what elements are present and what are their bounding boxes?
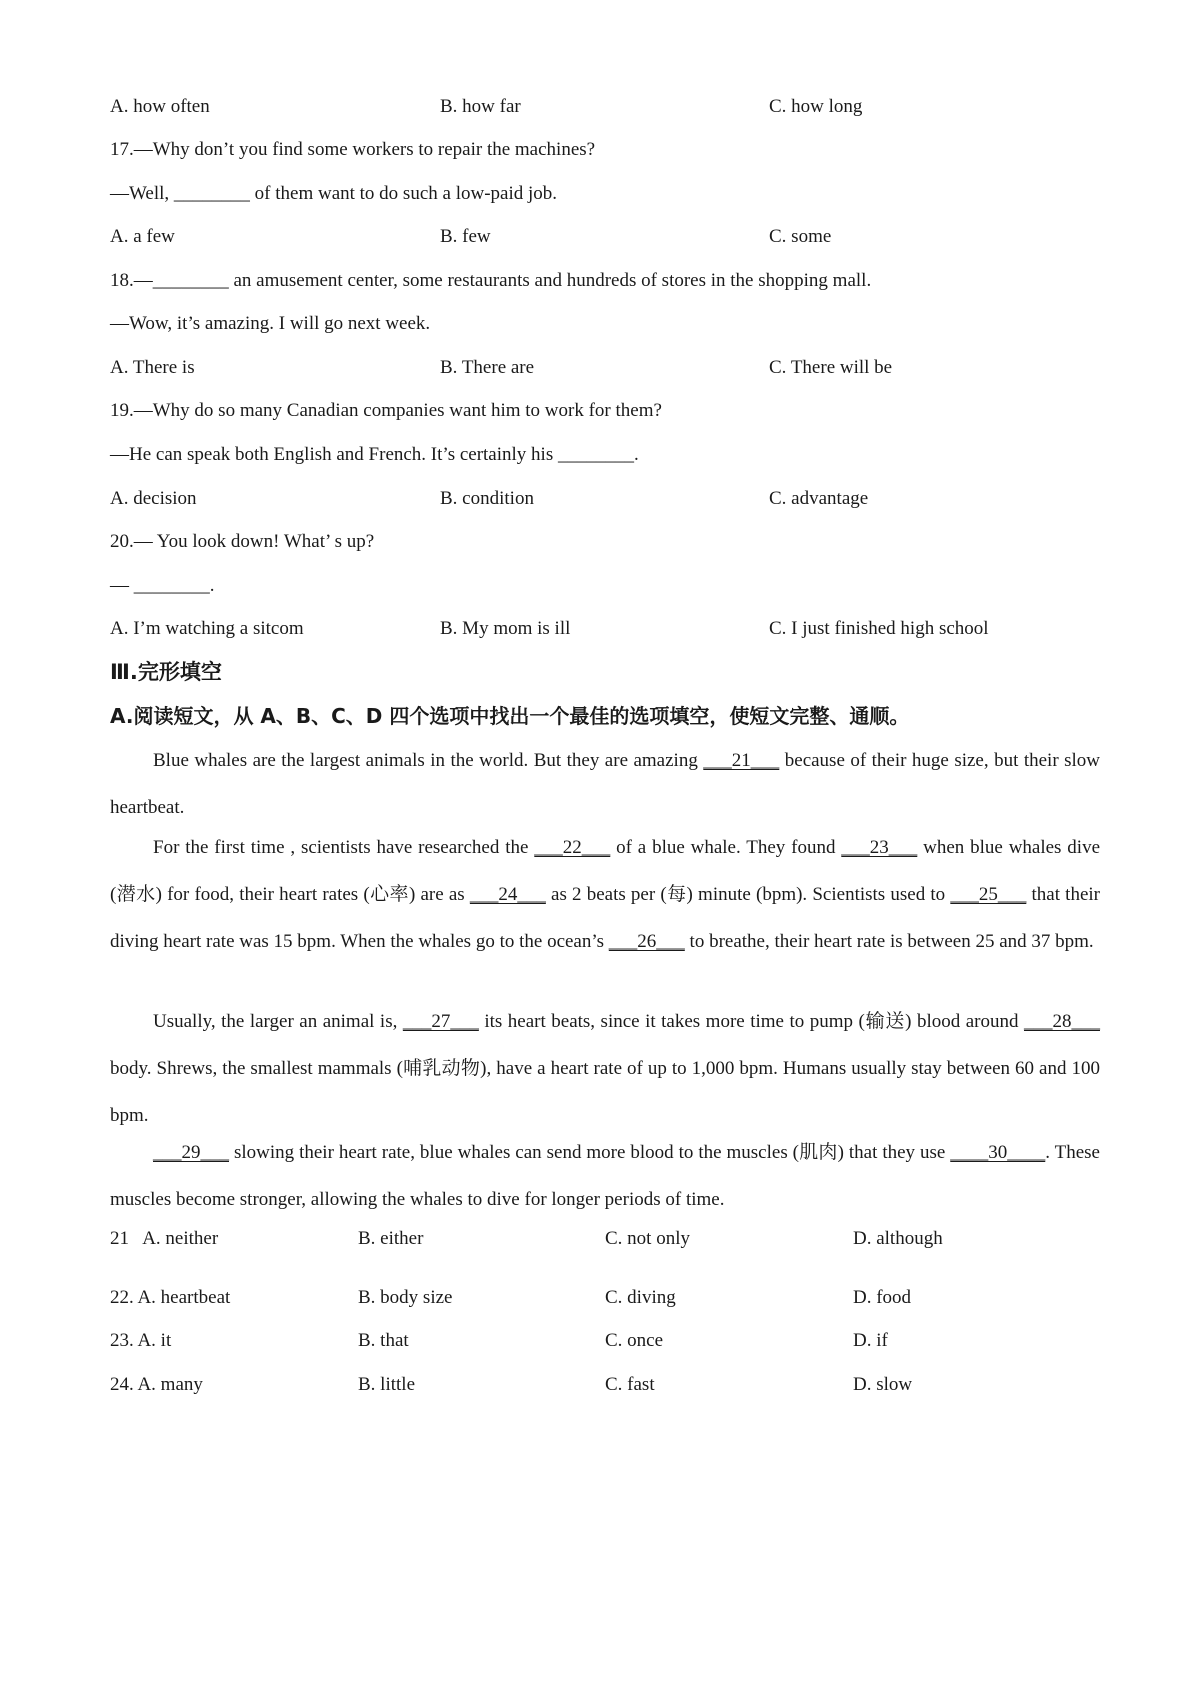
p1-text-1: Blue whales are the largest animals in the world. But they are amazing bbox=[153, 750, 704, 771]
q16-option-b: B. how far bbox=[440, 96, 521, 117]
choice-row-24 bbox=[110, 1370, 1100, 1400]
choice-21-b: B. either bbox=[358, 1228, 424, 1249]
q19-question: 19.—Why do so many Canadian companies want him to work for them? bbox=[110, 400, 662, 421]
passage-paragraph-2 bbox=[110, 824, 1100, 965]
choice-24-c: C. fast bbox=[605, 1374, 655, 1395]
choice-24-b: B. little bbox=[358, 1374, 415, 1395]
q20-options bbox=[110, 614, 1100, 644]
section-title: Ⅲ.完形填空 bbox=[110, 660, 222, 684]
choice-23-b: B. that bbox=[358, 1330, 409, 1351]
q19-options bbox=[110, 484, 1100, 514]
p2-text-3: when blue whales dive (潜水) for food, their heart rates (心率) are as bbox=[110, 837, 1101, 905]
passage-paragraph-1 bbox=[110, 737, 1100, 831]
blank-29: ___29___ bbox=[153, 1142, 229, 1163]
blank-27: ___27___ bbox=[402, 1011, 479, 1032]
p4-text-1: slowing their heart rate, blue whales can send more blood to the muscles (肌肉) that they use bbox=[229, 1142, 951, 1163]
q19-option-a: A. decision bbox=[110, 488, 197, 509]
choice-24-a: 24. A. many bbox=[110, 1374, 203, 1395]
p3-text-3: body. Shrews, the smallest mammals (哺乳动物), have a heart rate of up to 1,000 bpm. Humans usually stay between 60 and 100 bpm. bbox=[110, 1058, 1100, 1126]
choice-21-d: D. although bbox=[853, 1228, 943, 1249]
q17-question: 17.—Why don’t you find some workers to repair the machines? bbox=[110, 139, 596, 160]
p2-text-6: to breathe, their heart rate is between 25 and 37 bpm. bbox=[684, 931, 1094, 952]
choice-23-d: D. if bbox=[853, 1330, 888, 1351]
q17-options bbox=[110, 222, 1100, 252]
choice-24-d: D. slow bbox=[853, 1374, 913, 1395]
p2-text-1: For the first time , scientists have researched the bbox=[153, 837, 535, 858]
p3-text-1: Usually, the larger an animal is, bbox=[153, 1011, 403, 1032]
q18-option-c: C. There will be bbox=[769, 357, 893, 378]
q18-option-b: B. There are bbox=[440, 357, 535, 378]
choice-22-c: C. diving bbox=[605, 1287, 676, 1308]
blank-24: ___24___ bbox=[469, 884, 546, 905]
q17-answer-line: —Well, ________ of them want to do such a low-paid job. bbox=[110, 183, 558, 204]
q16-option-a: A. how often bbox=[110, 96, 210, 117]
q17-option-a: A. a few bbox=[110, 226, 175, 247]
choice-22-d: D. food bbox=[853, 1287, 912, 1308]
q20-question: 20.— You look down! What’ s up? bbox=[110, 531, 375, 552]
choice-21-c: C. not only bbox=[605, 1228, 690, 1249]
section-instruction: A.阅读短文，从 A、B、C、D 四个选项中找出一个最佳的选项填空，使短文完整、通顺。 bbox=[110, 704, 910, 728]
p3-text-2: its heart beats, since it takes more time to pump (输送) blood around bbox=[478, 1011, 1024, 1032]
q18-options bbox=[110, 353, 1100, 383]
blank-22: ___22___ bbox=[534, 837, 611, 858]
choice-23-c: C. once bbox=[605, 1330, 664, 1351]
p2-text-2: of a blue whale. They found bbox=[610, 837, 842, 858]
choice-row-21 bbox=[110, 1224, 1100, 1254]
choice-21-a: 21 A. neither bbox=[110, 1228, 219, 1249]
blank-26: ___26___ bbox=[608, 931, 685, 952]
choice-22-b: B. body size bbox=[358, 1287, 453, 1308]
passage-paragraph-3 bbox=[110, 998, 1100, 1139]
q16-options bbox=[110, 92, 1100, 122]
choice-23-a: 23. A. it bbox=[110, 1330, 172, 1351]
q17-option-b: B. few bbox=[440, 226, 491, 247]
p1-text-2: because of their huge size, but their slow heartbeat. bbox=[110, 750, 1101, 818]
q17-option-c: C. some bbox=[769, 226, 832, 247]
choice-row-23 bbox=[110, 1326, 1100, 1356]
blank-30: ____30____ bbox=[950, 1142, 1046, 1163]
q18-answer-line: —Wow, it’s amazing. I will go next week. bbox=[110, 313, 431, 334]
q20-option-b: B. My mom is ill bbox=[440, 618, 571, 639]
blank-25: ___25___ bbox=[950, 884, 1027, 905]
p4-text-2: . These muscles become stronger, allowing the whales to dive for longer periods of time. bbox=[110, 1142, 1100, 1210]
q19-option-b: B. condition bbox=[440, 488, 534, 509]
p2-text-5: that their diving heart rate was 15 bpm. When the whales go to the ocean’s bbox=[110, 884, 1100, 952]
q19-answer-line: —He can speak both English and French. It’s certainly his ________. bbox=[110, 444, 639, 465]
q20-option-a: A. I’m watching a sitcom bbox=[110, 618, 304, 639]
p2-text-4: as 2 beats per (每) minute (bpm). Scientists used to bbox=[545, 884, 951, 905]
q18-option-a: A. There is bbox=[110, 357, 195, 378]
passage-paragraph-4 bbox=[110, 1129, 1100, 1223]
q18-question: 18.—________ an amusement center, some restaurants and hundreds of stores in the shopping mall. bbox=[110, 270, 872, 291]
blank-23: ___23___ bbox=[841, 837, 918, 858]
q20-option-c: C. I just finished high school bbox=[769, 618, 989, 639]
choice-22-a: 22. A. heartbeat bbox=[110, 1287, 231, 1308]
q16-option-c: C. how long bbox=[769, 96, 863, 117]
blank-28: ___28___ bbox=[1023, 1011, 1100, 1032]
blank-21: ___21___ bbox=[703, 750, 780, 771]
q20-answer-line: — ________. bbox=[110, 575, 215, 596]
choice-row-22 bbox=[110, 1283, 1100, 1313]
q19-option-c: C. advantage bbox=[769, 488, 869, 509]
